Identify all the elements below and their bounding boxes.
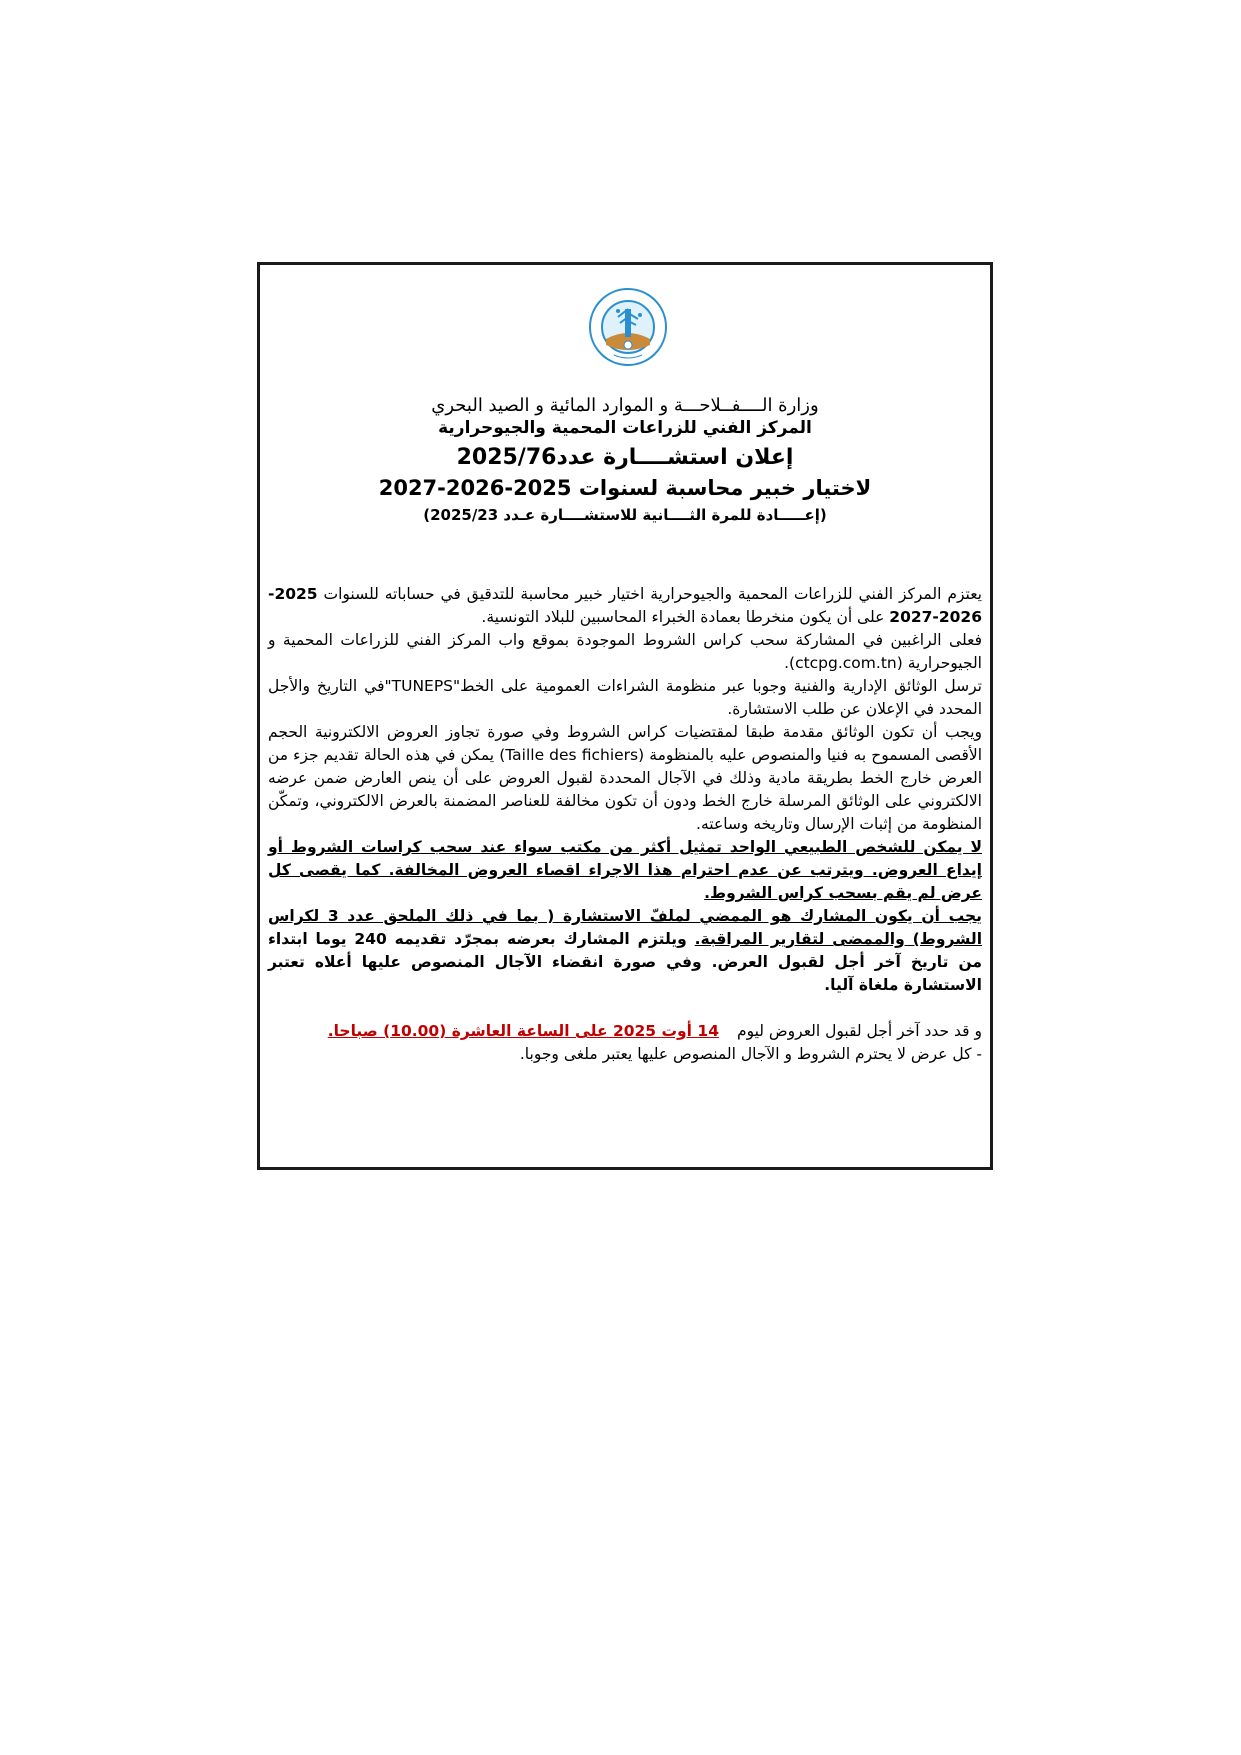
validity-text: ويلتزم المشارك بعرضه بمجرّد تقديمه 240 يوما ابتداء من تاريخ آخر أجل لقبول العرض. وفي صورة انقضاء الآجال المنصوص عليها أعلاه تعتبر الاستشارة ملغاة آليا. [268, 930, 982, 994]
submission-deadline-text: التاريخ والأجل المحدد في الإعلان عن طلب الاستشارة. [268, 677, 982, 718]
paragraph-rejection: - كل عرض لا يحترم الشروط و الآجال المنصوص عليها يعتبر ملغى وجوبا. [519, 1045, 982, 1063]
announcement-frame [257, 262, 993, 1170]
announcement-note: (إعـــــادة للمرة الثــــانية للاستشــــارة عـدد 2025/23) [423, 506, 827, 524]
announcement-subject: لاختيار خبير محاسبة لسنوات 2025-2026-2027 [378, 476, 872, 500]
download-text: فعلى الراغبين في المشاركة سحب كراس الشروط الموجودة بموقع واب المركز الفني للزراعات المحمية و الجيوحرارية [268, 631, 982, 672]
paragraph-submission [268, 675, 982, 721]
signatory-text: يجب أن يكون المشارك هو الممضي لملفّ الاستشارة ( بما في ذلك الملحق عدد 3 لكراس الشروط) والممضى لتقارير المراقبة. [268, 907, 983, 948]
paragraph-signatory [268, 905, 982, 997]
announcement-body [268, 583, 982, 1066]
submission-text: ترسل الوثائق الإدارية والفنية وجوبا عبر منظومة الشراءات العمومية على الخط [460, 677, 982, 695]
purpose-text: يعتزم المركز الفني للزراعات المحمية والجيوحرارية اختيار خبير محاسبة للتدقيق في حساباته للسنوات [317, 585, 982, 603]
announcement-title: إعلان استشــــارة عدد2025/76 [456, 445, 794, 470]
paragraph-download [268, 629, 982, 675]
ctcpg-logo [588, 287, 668, 367]
announcement-header [260, 395, 990, 527]
website-link[interactable]: (ctcpg.com.tn). [784, 654, 903, 672]
paragraph-purpose [268, 583, 982, 629]
deadline-date: 14 أوت 2025 على الساعة العاشرة (10.00) صباحا. [327, 1022, 719, 1040]
paragraph-deadline [268, 1020, 982, 1043]
ministry-name: وزارة الــــفــلاحـــة و الموارد المائية و الصيد البحري [431, 395, 819, 416]
center-name: المركز الفني للزراعات المحمية والجيوحرارية [438, 418, 812, 438]
purpose-condition: على أن يكون منخرطا بعمادة الخبراء المحاسبين للبلاد التونسية. [481, 608, 890, 626]
paragraph-single-person: لا يمكن للشخص الطبيعي الواحد تمثيل أكثر من مكتب سواء عند سحب كراسات الشروط أو إيداع العروض. ويترتب عن عدم احترام هذا الاجراء اقصاء العروض المخالفة. كما يقصى كل عرض لم يقم بسحب كراس الشروط. [268, 838, 982, 902]
paragraph-file-size: ويجب أن تكون الوثائق مقدمة طبقا لمقتضيات كراس الشروط وفي صورة تجاوز العروض الالكترونية الحجم الأقصى المسموح به فنيا والمنصوص عليه بالمنظومة (Taille des fichiers) يمكن في هذه الحالة تقديم جزء من العرض خارج الخط بطريقة مادية وذلك في الآجال المحددة لقبول العروض على أن ينص العارض ضمن عرضه الالكتروني على الوثائق المرسلة خارج الخط ودون أن تكون مخالفة للعناصر المضمنة بالعرض الالكتروني، وتمكّن المنظومة من إثبات الإرسال وتاريخه وساعته. [268, 723, 982, 833]
purpose-years: 2025-2026-2027 [268, 585, 982, 626]
tuneps-label: "TUNEPS"في [364, 677, 461, 695]
deadline-text: و قد حدد آخر أجل لقبول العروض ليوم [736, 1022, 982, 1040]
